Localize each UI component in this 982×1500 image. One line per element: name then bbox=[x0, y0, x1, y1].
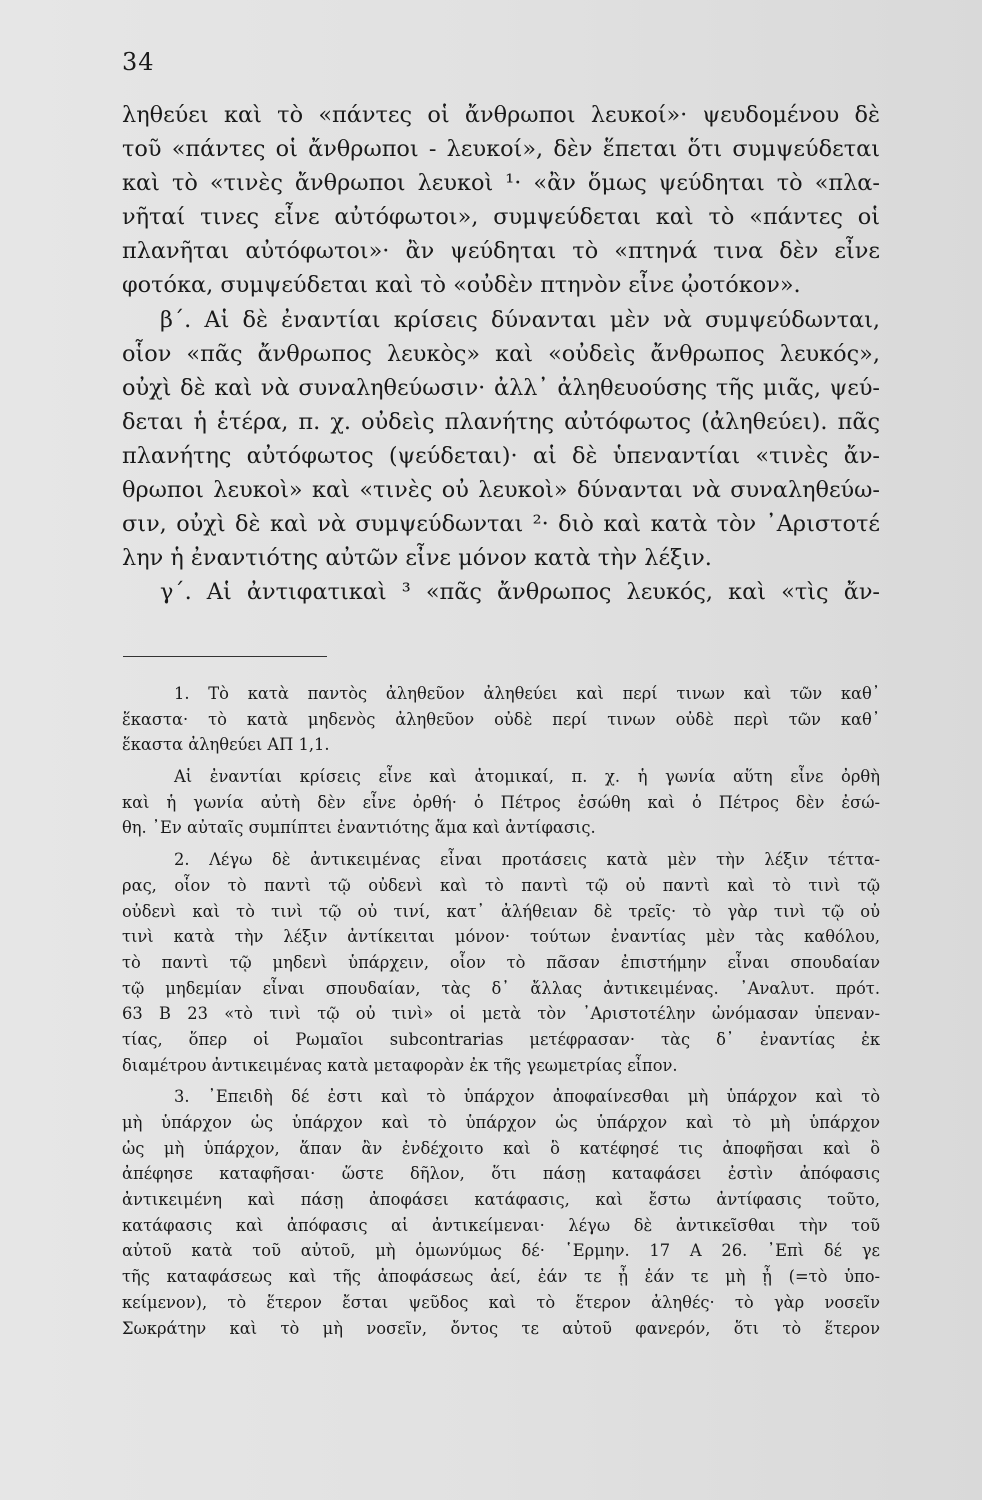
footnote-line: διαμέτρου ἀντικειμένας κατὰ μεταφορὰν ἐκ τῆς γεωμετρίας εἶπον. bbox=[122, 1055, 678, 1075]
main-text bbox=[122, 98, 880, 609]
footnote-line: καὶ ἡ γωνία αὐτὴ δὲν εἶνε ὀρθή· ὁ Πέτρος ἐσώθη καὶ ὁ Πέτρος δὲν ἐσώ- bbox=[122, 792, 880, 812]
footnote-line: 3. ᾿Επειδὴ δέ ἐστι καὶ τὸ ὑπάρχον ἀποφαίνεσθαι μὴ ὑπάρχον καὶ τὸ bbox=[174, 1087, 880, 1107]
text-line: δεται ἡ ἑτέρα, π. χ. οὐδεὶς πλανήτης αὐτόφωτος (ἀληθεύει). πᾶς bbox=[122, 408, 880, 435]
footnote-line: ἕκαστα· τὸ κατὰ μηδενὸς ἀληθεῦον οὐδὲ περί τινων οὐδὲ περὶ τῶν καθ᾽ bbox=[122, 709, 880, 729]
page-number: 34 bbox=[122, 48, 155, 76]
footnote-line: 2. Λέγω δὲ ἀντικειμένας εἶναι προτάσεις κατὰ μὲν τὴν λέξιν τέττα- bbox=[174, 850, 880, 870]
text-line: τοῦ «πάντες οἱ ἄνθρωποι - λευκοί», δὲν ἕπεται ὅτι συμψεύδεται bbox=[122, 136, 880, 163]
text-line: καὶ τὸ «τινὲς ἄνθρωποι λευκοὶ ¹· «ἂν ὅμως ψεύδηται τὸ «πλα- bbox=[122, 170, 880, 197]
text-line: θρωποι λευκοὶ» καὶ «τινὲς οὐ λευκοὶ» δύνανται νὰ συναληθεύω- bbox=[122, 477, 880, 504]
footnote-line: ἀντικειμένη καὶ πάσῃ ἀποφάσει κατάφασις, καὶ ἔστω ἀντίφασις τοῦτο, bbox=[122, 1190, 880, 1210]
text-line: ληθεύει καὶ τὸ «πάντες οἱ ἄνθρωποι λευκοί»· ψευδομένου δὲ bbox=[122, 102, 880, 128]
text-line: σιν, οὐχὶ δὲ καὶ νὰ συμψεύδωνται ²· διὸ καὶ κατὰ τὸν ᾿Αριστοτέ bbox=[122, 511, 880, 538]
footnote-line: τῆς καταφάσεως καὶ τῆς ἀποφάσεως ἀεί, ἐάν τε ᾖ ἐάν τε μὴ ᾖ (=τὸ ὑπο- bbox=[122, 1267, 880, 1287]
footnotes bbox=[122, 681, 880, 1341]
footnote-line: ὡς μὴ ὑπάρχον, ἅπαν ἂν ἐνδέχοιτο καὶ ὃ κατέφησέ τις ἀποφῆσαι καὶ ὃ bbox=[122, 1138, 880, 1158]
footnote-line: 63 Β 23 «τὸ τινὶ τῷ οὐ τινὶ» οἱ μετὰ τὸν ᾿Αριστοτέλην ὠνόμασαν ὑπεναν- bbox=[122, 1004, 880, 1024]
text-line: οὐχὶ δὲ καὶ νὰ συναληθεύωσιν· ἀλλ᾽ ἀληθευούσης τῆς μιᾶς, ψεύ- bbox=[122, 374, 880, 401]
footnote-line: τινὶ κατὰ τὴν λέξιν ἀντίκειται μόνον· τούτων ἐναντίας μὲν τὰς καθόλου, bbox=[122, 927, 880, 947]
footnote-line: τίας, ὅπερ οἱ Ρωμαῖοι subcontrarias μετέφρασαν· τὰς δ᾽ ἐναντίας ἐκ bbox=[122, 1029, 880, 1049]
text-line: λην ἡ ἐναντιότης αὐτῶν εἶνε μόνον κατὰ τὴν λέξιν. bbox=[122, 545, 712, 572]
text-line: γ΄. Αἱ ἀντιφατικαὶ ³ «πᾶς ἄνθρωπος λευκός, καὶ «τὶς ἄν- bbox=[160, 579, 880, 606]
footnote-line: θη. ᾿Εν αὐταῖς συμπίπτει ἐναντιότης ἅμα καὶ ἀντίφασις. bbox=[122, 818, 596, 838]
footnote-line: Σωκράτην καὶ τὸ μὴ νοσεῖν, ὄντος τε αὐτοῦ φανερόν, ὅτι τὸ ἕτερον bbox=[122, 1318, 880, 1338]
text-line: β΄. Αἱ δὲ ἐναντίαι κρίσεις δύνανται μὲν νὰ συμψεύδωνται, bbox=[160, 306, 880, 333]
footnote-line: Αἱ ἐναντίαι κρίσεις εἶνε καὶ ἀτομικαί, π. χ. ἡ γωνία αὕτη εἶνε ὀρθὴ bbox=[174, 767, 880, 787]
text-line: νῆταί τινες εἶνε αὐτόφωτοι», συμψεύδεται καὶ τὸ «πάντες οἱ bbox=[122, 204, 880, 231]
footnote-line: ἀπέφησε καταφῆσαι· ὥστε δῆλον, ὅτι πάσῃ καταφάσει ἐστὶν ἀπόφασις bbox=[122, 1164, 880, 1184]
footnote-line: κείμενον), τὸ ἕτερον ἔσται ψεῦδος καὶ τὸ ἕτερον ἀληθές· τὸ γὰρ νοσεῖν bbox=[122, 1292, 880, 1312]
footnote-line: ἕκαστα ἀληθεύει ΑΠ 1,1. bbox=[122, 735, 330, 755]
footnote-line: ρας, οἷον τὸ παντὶ τῷ οὐδενὶ καὶ τὸ παντὶ τῷ οὐ παντὶ καὶ τὸ τινὶ τῷ bbox=[122, 875, 880, 895]
footnote-separator bbox=[123, 656, 327, 657]
footnote-line: 1. Τὸ κατὰ παντὸς ἀληθεῦον ἀληθεύει καὶ περί τινων καὶ τῶν καθ᾽ bbox=[174, 684, 880, 703]
footnote-line: τὸ παντὶ τῷ μηδενὶ ὑπάρχειν, οἷον τὸ πᾶσαν ἐπιστήμην εἶναι σπουδαίαν bbox=[122, 952, 880, 972]
footnote-line: μὴ ὑπάρχον ὡς ὑπάρχον καὶ τὸ ὑπάρχον ὡς ὑπάρχον καὶ τὸ μὴ ὑπάρχον bbox=[122, 1113, 880, 1132]
footnote-line: οὐδενὶ καὶ τὸ τινὶ τῷ οὐ τινί, κατ᾽ ἀλήθειαν δὲ τρεῖς· τὸ γὰρ τινὶ τῷ οὐ bbox=[122, 901, 880, 921]
text-line: πλανῆται αὐτόφωτοι»· ἂν ψεύδηται τὸ «πτηνά τινα δὲν εἶνε bbox=[122, 238, 880, 265]
footnote-line: αὐτοῦ κατὰ τοῦ αὐτοῦ, μὴ ὁμωνύμως δέ· ῾Ερμην. 17 Α 26. ᾿Επὶ δέ γε bbox=[122, 1241, 880, 1261]
footnote-line: τῷ μηδεμίαν εἶναι σπουδαίαν, τὰς δ᾽ ἄλλας ἀντικειμένας. ᾿Αναλυτ. πρότ. bbox=[122, 978, 880, 998]
text-line: φοτόκα, συμψεύδεται καὶ τὸ «οὐδὲν πτηνὸν εἶνε ᾠοτόκον». bbox=[122, 272, 801, 299]
text-line: οἷον «πᾶς ἄνθρωπος λευκὸς» καὶ «οὐδεὶς ἄνθρωπος λευκός», bbox=[122, 340, 880, 367]
footnote-line: κατάφασις καὶ ἀπόφασις αἱ ἀντικείμεναι· λέγω δὲ ἀντικεῖσθαι τὴν τοῦ bbox=[122, 1215, 880, 1235]
text-line: πλανήτης αὐτόφωτος (ψεύδεται)· αἱ δὲ ὑπεναντίαι «τινὲς ἄν- bbox=[122, 442, 880, 469]
